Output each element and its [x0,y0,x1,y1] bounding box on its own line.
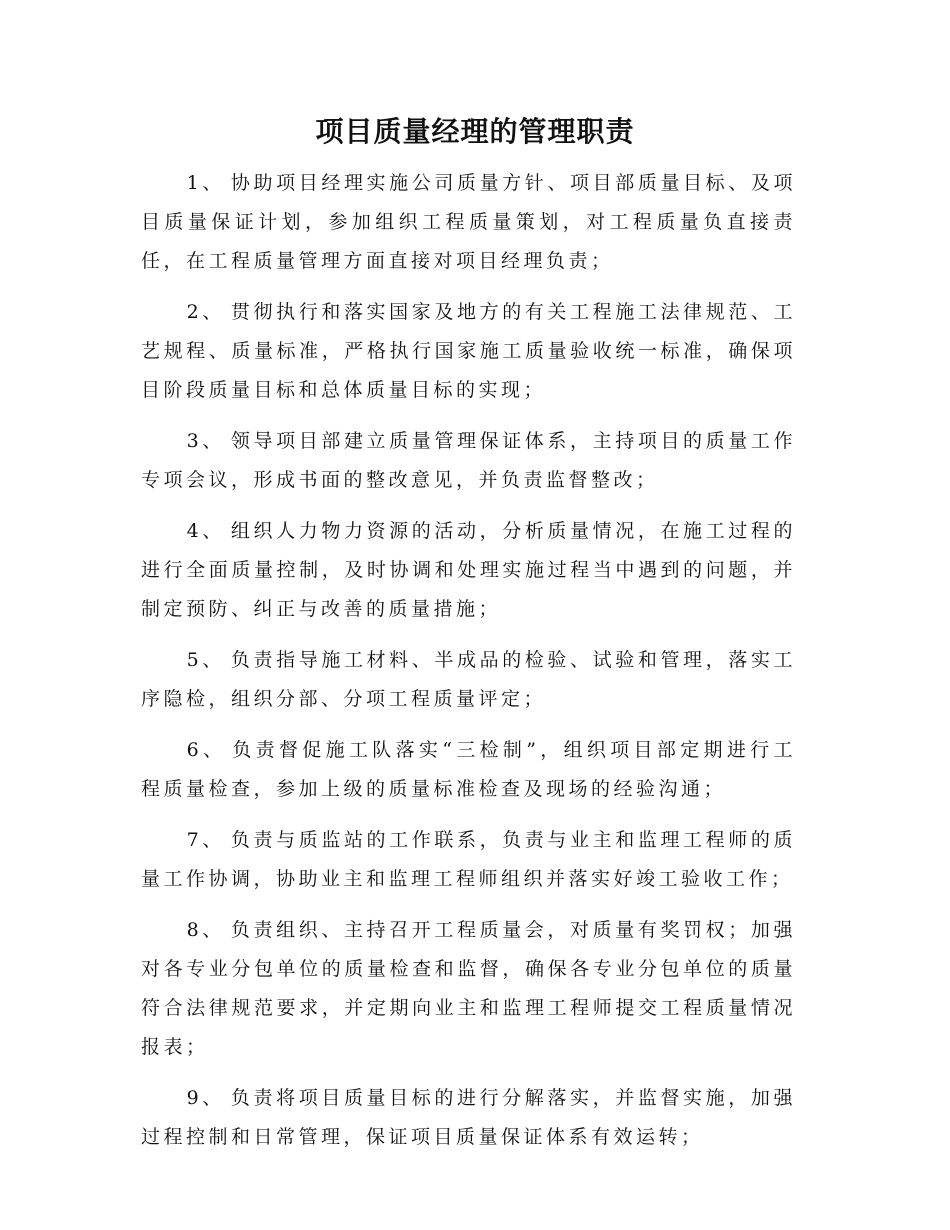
duty-text: 负责与质监站的工作联系，负责与业主和监理工程师的质量工作协调，协助业主和监理工程师组织并落实好竣工验收工作； [141,829,796,890]
duty-text: 负责督促施工队落实“三检制”，组织项目部定期进行工程质量检查，参加上级的质量标准检查及现场的经验沟通； [141,739,796,800]
duty-text: 贯彻执行和落实国家及地方的有关工程施工法律规范、工艺规程、质量标准，严格执行国家施工质量验收统一标准，确保项目阶段质量目标和总体质量目标的实现； [141,301,796,401]
document-body [141,164,796,1169]
duty-number: 4、 [186,520,225,542]
duty-number: 2、 [186,301,225,323]
duty-text: 领导项目部建立质量管理保证体系，主持项目的质量工作专项会议，形成书面的整改意见，并负责监督整改； [141,430,796,491]
duty-text: 负责将项目质量目标的进行分解落实，并监督实施，加强过程控制和日常管理，保证项目质量保证体系有效运转； [141,1087,796,1148]
duty-number: 9、 [186,1087,225,1109]
duty-number: 1、 [186,172,225,194]
document-title: 项目质量经理的管理职责 [315,115,635,148]
duty-text: 组织人力物力资源的活动，分析质量情况，在施工过程的进行全面质量控制，及时协调和处理实施过程当中遇到的问题，并制定预防、纠正与改善的质量措施； [141,520,796,620]
duty-number: 7、 [186,829,225,851]
duty-text: 负责组织、主持召开工程质量会，对质量有奖罚权；加强对各专业分包单位的质量检查和监督，确保各专业分包单位的质量符合法律规范要求，并定期向业主和监理工程师提交工程质量情况报表； [141,919,796,1058]
duty-item-8 [141,911,796,1067]
duty-item-9 [141,1079,796,1157]
duty-item-4 [141,512,796,629]
duty-item-3 [141,422,796,500]
duty-item-1 [141,164,796,281]
duty-item-5 [141,641,796,719]
duty-item-7 [141,821,796,899]
duty-text: 协助项目经理实施公司质量方针、项目部质量目标、及项目质量保证计划，参加组织工程质量策划，对工程质量负直接责任，在工程质量管理方面直接对项目经理负责； [141,172,796,272]
duty-number: 3、 [186,430,225,452]
duty-number: 5、 [186,649,225,671]
duty-text: 负责指导施工材料、半成品的检验、试验和管理，落实工序隐检，组织分部、分项工程质量评定； [141,649,796,710]
duty-item-6 [141,731,796,809]
duty-number: 8、 [186,919,225,941]
duty-number: 6、 [186,739,227,761]
duty-item-2 [141,293,796,410]
